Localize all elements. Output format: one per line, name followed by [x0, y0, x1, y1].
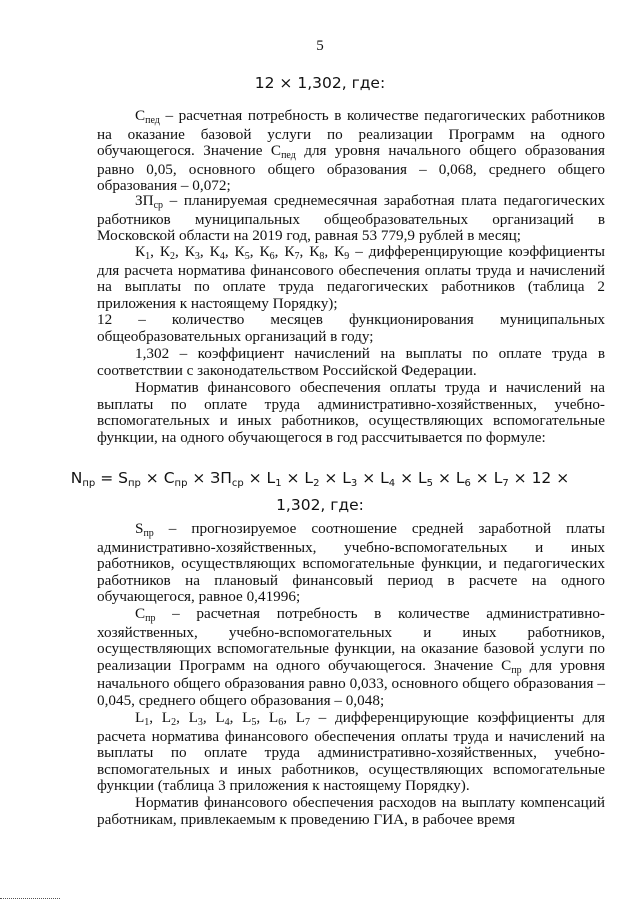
paragraph-l-coefficients: $L_1$, $L_2$, $L_3$, $L_4$, $L_5$, $L_6$, $L_7$ – дифференцирующие коэффициенты для расчета норматива финансового обеспечения оплаты труда и начислений на выплаты по оплате труда административно-хозяйственных, учебно-вспомогательных и иных работников, осуществляющих вспомогательные функции (таблица 3 приложения к настоящему Порядку).	[97, 709, 605, 795]
paragraph-s-pr: $S_{пр}$ – прогнозируемое соотношение средней заработной платы административно-хозяйственных, учебно-вспомогательных и иных работников, осуществляющих вспомогательные функции, и педагогических работников на плановый финансовый период в расчете на одного обучающегося, равное 0,41996;	[97, 520, 605, 606]
paragraph-1302: 1,302 – коэффициент начислений на выплаты по оплате труда в соответствии с законодательством Российской Федерации.	[97, 345, 605, 379]
paragraph-c-pr: $С_{пр}$ – расчетная потребность в количестве административно-хозяйственных, учебно-вспомогательных и иных работников, осуществляющих вспомогательные функции, на оказание базовой услуги по реализации Программ на одного обучающегося. Значение $С_{пр}$ для уровня начального общего образования равно 0,033, основного общего образования – 0,045, среднего общего образования – 0,048;	[97, 605, 605, 709]
formula-n-pr	[0, 466, 640, 517]
formula-n-pr-line1: $N_{пр} = S_{пр} \times С_{пр} \times ЗП_{ср} \times L_1 \times L_2 \times L_3 \times L_4 \times L_5 \times L_6 \times L_7 \times 12$ ×	[70, 469, 570, 489]
footer-divider	[0, 898, 60, 899]
paragraph-k-coefficients: $К_1$, $К_2$, $К_3$, $К_4$, $К_5$, $К_6$, $К_7$, $К_8$, $К_9$ – дифференцирующие коэффициенты для расчета норматива финансового обеспечения оплаты труда и начислений на выплаты по оплате труда педагогических работников (таблица 2 приложения к настоящему Порядку);	[97, 243, 606, 312]
formula-continuation: 12 × 1,302, где:	[254, 74, 386, 92]
paragraph-c-ped: $С_{пед}$ – расчетная потребность в количестве педагогических работников на оказание базовой услуги по реализации Программ на одного обучающегося. Значение $С_{пед}$ для уровня начального общего образования равно 0,05, основного общего образования – 0,068, среднего общего образования – 0,072;	[97, 107, 606, 195]
paragraph-zp-sr: $ЗП_{ср}$ – планируемая среднемесячная заработная плата педагогических работников муниципальных общеобразовательных организаций в Московской области на 2019 год, равная 53 779,9 рублей в месяц;	[97, 192, 605, 245]
paragraph-normativ-intro: Норматив финансового обеспечения оплаты труда и начислений на выплаты по оплате труда административно-хозяйственных, учебно-вспомогательных и иных работников, осуществляющих вспомогательные функции, на одного обучающегося в год рассчитывается по формуле:	[97, 379, 605, 446]
formula-n-pr-line2: 1,302, где:	[276, 496, 364, 514]
paragraph-12-months: 12 – количество месяцев функционирования муниципальных общеобразовательных организаций в году;	[97, 311, 605, 345]
page-number: 5	[316, 38, 324, 54]
paragraph-gia-normativ: Норматив финансового обеспечения расходов на выплату компенсаций работникам, привлекаемым к проведению ГИА, в рабочее время	[97, 794, 605, 828]
